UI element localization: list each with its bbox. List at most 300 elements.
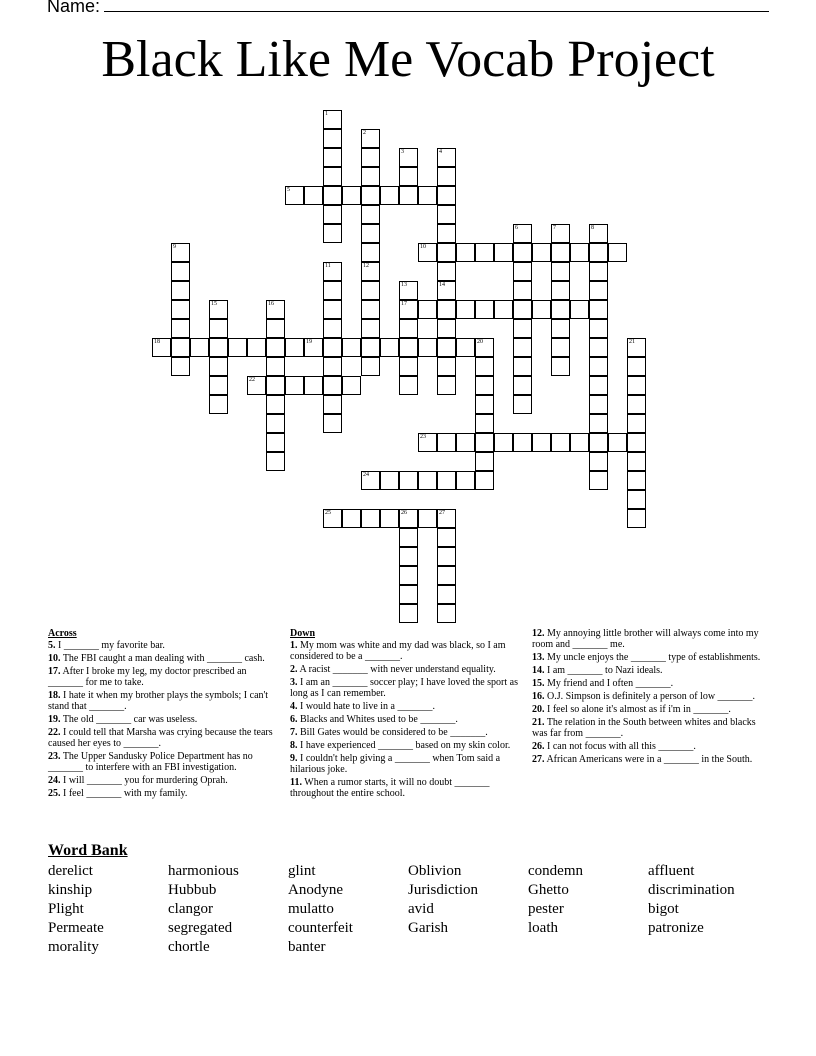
crossword-cell[interactable] xyxy=(304,186,323,205)
crossword-cell[interactable] xyxy=(627,433,646,452)
clue-text: I couldn't help giving a _______ when Tom said a hilarious joke. xyxy=(290,753,501,775)
crossword-cell[interactable] xyxy=(551,433,570,452)
clue-text: I could tell that Marsha was crying because the tears caused her eyes to _______. xyxy=(48,727,273,749)
clue xyxy=(290,753,522,775)
crossword-cell[interactable] xyxy=(475,395,494,414)
crossword-cell[interactable] xyxy=(361,509,380,528)
crossword-cell[interactable] xyxy=(551,281,570,300)
clue xyxy=(48,690,280,712)
crossword-cell[interactable] xyxy=(475,338,494,357)
word-bank-column xyxy=(408,862,526,938)
crossword-cell[interactable] xyxy=(437,186,456,205)
crossword-cell[interactable] xyxy=(266,338,285,357)
crossword-cell[interactable] xyxy=(209,376,228,395)
word-bank-heading: Word Bank xyxy=(48,842,128,859)
crossword-cell[interactable] xyxy=(361,471,380,490)
crossword-cell[interactable] xyxy=(627,452,646,471)
crossword-cell[interactable] xyxy=(589,300,608,319)
crossword-cell[interactable] xyxy=(361,243,380,262)
clue-number: 12. xyxy=(532,628,545,639)
crossword-cell[interactable] xyxy=(475,300,494,319)
crossword-cell[interactable] xyxy=(323,338,342,357)
crossword-cell[interactable] xyxy=(399,300,418,319)
crossword-cell[interactable] xyxy=(266,357,285,376)
crossword-cell[interactable] xyxy=(589,338,608,357)
crossword-cell[interactable] xyxy=(266,319,285,338)
crossword-cell[interactable] xyxy=(323,281,342,300)
crossword-cell[interactable] xyxy=(513,338,532,357)
crossword-cell[interactable] xyxy=(323,300,342,319)
clue-text: The relation in the South between whites and blacks was far from _______. xyxy=(532,717,756,739)
crossword-cell[interactable] xyxy=(532,243,551,262)
across-clues xyxy=(48,628,280,801)
clue-number: 27 xyxy=(439,510,445,516)
clue-number: 24. xyxy=(48,775,61,786)
clue-text: The old _______ car was useless. xyxy=(60,714,198,725)
crossword-cell[interactable] xyxy=(399,148,418,167)
crossword-cell[interactable] xyxy=(399,357,418,376)
crossword-cell[interactable] xyxy=(475,452,494,471)
word-bank-word: banter xyxy=(288,939,326,955)
crossword-cell[interactable] xyxy=(418,186,437,205)
crossword-cell[interactable] xyxy=(399,604,418,623)
crossword-cell[interactable] xyxy=(437,281,456,300)
crossword-cell[interactable] xyxy=(285,376,304,395)
crossword-cell[interactable] xyxy=(589,376,608,395)
clue-number: 6. xyxy=(290,714,298,725)
crossword-cell[interactable] xyxy=(627,414,646,433)
crossword-cell[interactable] xyxy=(304,376,323,395)
clue-number: 2. xyxy=(290,664,298,675)
crossword-cell[interactable] xyxy=(437,547,456,566)
crossword-cell[interactable] xyxy=(494,300,513,319)
crossword-cell[interactable] xyxy=(513,319,532,338)
clue-text: I am _______ to Nazi ideals. xyxy=(544,665,663,676)
crossword-cell[interactable] xyxy=(304,338,323,357)
crossword-cell[interactable] xyxy=(171,338,190,357)
word-bank-word: Ghetto xyxy=(528,882,569,898)
crossword-cell[interactable] xyxy=(589,262,608,281)
crossword-cell[interactable] xyxy=(627,490,646,509)
word-bank-word: avid xyxy=(408,901,434,917)
crossword-cell[interactable] xyxy=(418,509,437,528)
crossword-cell[interactable] xyxy=(342,509,361,528)
crossword-cell[interactable] xyxy=(627,395,646,414)
crossword-cell[interactable] xyxy=(399,186,418,205)
crossword-cell[interactable] xyxy=(437,300,456,319)
crossword-cell[interactable] xyxy=(152,338,171,357)
crossword-cell[interactable] xyxy=(532,300,551,319)
word-bank-word: mulatto xyxy=(288,901,334,917)
word-bank-word: glint xyxy=(288,863,316,879)
crossword-cell[interactable] xyxy=(361,167,380,186)
crossword-cell[interactable] xyxy=(513,376,532,395)
crossword-cell[interactable] xyxy=(437,205,456,224)
clue-number: 6 xyxy=(515,225,518,231)
crossword-cell[interactable] xyxy=(437,585,456,604)
clue-number: 16. xyxy=(532,691,545,702)
crossword-cell[interactable] xyxy=(399,547,418,566)
crossword-cell[interactable] xyxy=(475,471,494,490)
clue-text: African Americans were in a _______ in the South. xyxy=(544,754,753,765)
crossword-cell[interactable] xyxy=(380,471,399,490)
crossword-cell[interactable] xyxy=(171,243,190,262)
crossword-cell[interactable] xyxy=(399,528,418,547)
clue xyxy=(48,653,280,664)
clue-number: 3. xyxy=(290,677,298,688)
word-bank-word: pester xyxy=(528,901,564,917)
clue-text: I have experienced _______ based on my skin color. xyxy=(297,740,511,751)
crossword-cell[interactable] xyxy=(361,205,380,224)
crossword-cell[interactable] xyxy=(589,319,608,338)
clue xyxy=(532,741,764,752)
crossword-cell[interactable] xyxy=(437,357,456,376)
clue-text: When a rumor starts, it will no doubt _______ throughout the entire school. xyxy=(290,777,490,799)
crossword-cell[interactable] xyxy=(247,376,266,395)
crossword-cell[interactable] xyxy=(323,224,342,243)
clue-text: I am an _______ soccer play; I have loved the sport as long as I can remember. xyxy=(290,677,518,699)
clue xyxy=(290,664,522,675)
clue xyxy=(48,666,280,688)
crossword-cell[interactable] xyxy=(513,433,532,452)
clue-number: 3 xyxy=(401,149,404,155)
crossword-cell[interactable] xyxy=(323,262,342,281)
clue-text: I hate it when my brother plays the symbols; I can't stand that _______. xyxy=(48,690,269,712)
crossword-cell[interactable] xyxy=(361,357,380,376)
crossword-cell[interactable] xyxy=(437,224,456,243)
crossword-cell[interactable] xyxy=(589,452,608,471)
crossword-cell[interactable] xyxy=(323,129,342,148)
crossword-cell[interactable] xyxy=(494,243,513,262)
word-bank-word: Hubbub xyxy=(168,882,217,898)
clue xyxy=(532,691,764,702)
crossword-cell[interactable] xyxy=(209,319,228,338)
crossword-cell[interactable] xyxy=(551,319,570,338)
crossword-cell[interactable] xyxy=(171,357,190,376)
crossword-cell[interactable] xyxy=(532,433,551,452)
crossword-cell[interactable] xyxy=(437,528,456,547)
clue-number: 10 xyxy=(420,244,426,250)
crossword-cell[interactable] xyxy=(361,148,380,167)
crossword-cell[interactable] xyxy=(323,110,342,129)
crossword-cell[interactable] xyxy=(589,395,608,414)
clue-text: I can not focus with all this _______. xyxy=(544,741,696,752)
crossword-cell[interactable] xyxy=(437,566,456,585)
crossword-cell[interactable] xyxy=(209,357,228,376)
clue-number: 1. xyxy=(290,640,298,651)
word-bank-column xyxy=(168,862,286,957)
crossword-cell[interactable] xyxy=(171,300,190,319)
clue-text: I feel _______ with my family. xyxy=(60,788,188,799)
crossword-cell[interactable] xyxy=(456,300,475,319)
crossword-cell[interactable] xyxy=(323,319,342,338)
crossword-cell[interactable] xyxy=(418,471,437,490)
clue-number: 17. xyxy=(48,666,61,677)
clue-number: 13. xyxy=(532,652,545,663)
crossword-cell[interactable] xyxy=(361,338,380,357)
crossword-cell[interactable] xyxy=(266,414,285,433)
clue-number: 25 xyxy=(325,510,331,516)
crossword-cell[interactable] xyxy=(209,300,228,319)
crossword-cell[interactable] xyxy=(399,376,418,395)
crossword-cell[interactable] xyxy=(380,509,399,528)
crossword-cell[interactable] xyxy=(513,262,532,281)
crossword-cell[interactable] xyxy=(418,433,437,452)
crossword-cell[interactable] xyxy=(513,281,532,300)
down-heading: Down xyxy=(290,628,316,639)
crossword-cell[interactable] xyxy=(209,395,228,414)
crossword-cell[interactable] xyxy=(513,357,532,376)
crossword-cell[interactable] xyxy=(380,186,399,205)
crossword-cell[interactable] xyxy=(589,433,608,452)
crossword-cell[interactable] xyxy=(323,376,342,395)
clue-text: After I broke my leg, my doctor prescribed an _______ for me to take. xyxy=(48,666,247,688)
clue xyxy=(532,665,764,676)
clue-number: 23. xyxy=(48,751,61,762)
clue xyxy=(48,751,280,773)
crossword-cell[interactable] xyxy=(190,338,209,357)
clue-number: 17 xyxy=(401,301,407,307)
clue-text: My mom was white and my dad was black, so I am considered to be a _______. xyxy=(290,640,506,662)
crossword-cell[interactable] xyxy=(418,338,437,357)
crossword-cell[interactable] xyxy=(380,338,399,357)
crossword-cell[interactable] xyxy=(437,604,456,623)
crossword-cell[interactable] xyxy=(361,129,380,148)
clue xyxy=(532,754,764,765)
crossword-cell[interactable] xyxy=(437,319,456,338)
crossword-cell[interactable] xyxy=(513,300,532,319)
crossword-cell[interactable] xyxy=(608,243,627,262)
clue-number: 21 xyxy=(629,339,635,345)
clue-text: Bill Gates would be considered to be _______. xyxy=(297,727,488,738)
clue xyxy=(532,717,764,739)
clue xyxy=(48,775,280,786)
crossword-cell[interactable] xyxy=(361,281,380,300)
clue-number: 22. xyxy=(48,727,61,738)
crossword-cell[interactable] xyxy=(399,319,418,338)
clue-number: 20. xyxy=(532,704,545,715)
crossword-cell[interactable] xyxy=(285,186,304,205)
clue-number: 26 xyxy=(401,510,407,516)
word-bank-word: bigot xyxy=(648,901,679,917)
crossword-cell[interactable] xyxy=(399,471,418,490)
crossword-cell[interactable] xyxy=(627,509,646,528)
clue-number: 5. xyxy=(48,640,56,651)
clue-number: 4. xyxy=(290,701,298,712)
crossword-cell[interactable] xyxy=(342,376,361,395)
crossword-cell[interactable] xyxy=(323,186,342,205)
word-bank-word: clangor xyxy=(168,901,213,917)
crossword-cell[interactable] xyxy=(437,338,456,357)
crossword-cell[interactable] xyxy=(437,433,456,452)
crossword-cell[interactable] xyxy=(456,433,475,452)
crossword-cell[interactable] xyxy=(361,262,380,281)
clue-number: 5 xyxy=(287,187,290,193)
crossword-cell[interactable] xyxy=(418,243,437,262)
crossword-cell[interactable] xyxy=(323,395,342,414)
crossword-cell[interactable] xyxy=(475,243,494,262)
crossword-cell[interactable] xyxy=(589,471,608,490)
clue-number: 24 xyxy=(363,472,369,478)
crossword-cell[interactable] xyxy=(171,262,190,281)
crossword-cell[interactable] xyxy=(228,338,247,357)
word-bank-word: patronize xyxy=(648,920,704,936)
crossword-cell[interactable] xyxy=(437,471,456,490)
clue-number: 15. xyxy=(532,678,545,689)
crossword-cell[interactable] xyxy=(323,167,342,186)
crossword-cell[interactable] xyxy=(589,224,608,243)
crossword-cell[interactable] xyxy=(342,186,361,205)
crossword-cell[interactable] xyxy=(266,376,285,395)
crossword-cell[interactable] xyxy=(418,300,437,319)
crossword-cell[interactable] xyxy=(513,243,532,262)
clue-number: 9 xyxy=(173,244,176,250)
crossword-cell[interactable] xyxy=(266,395,285,414)
clue-text: I feel so alone it's almost as if i'm in _______. xyxy=(544,704,731,715)
clue-number: 26. xyxy=(532,741,545,752)
clue xyxy=(290,740,522,751)
crossword-cell[interactable] xyxy=(399,585,418,604)
crossword-cell[interactable] xyxy=(399,281,418,300)
crossword-cell[interactable] xyxy=(266,433,285,452)
clue-number: 9. xyxy=(290,753,298,764)
word-bank-word: loath xyxy=(528,920,558,936)
down-clue-list xyxy=(290,640,522,799)
crossword-cell[interactable] xyxy=(285,338,304,357)
crossword-cell[interactable] xyxy=(361,319,380,338)
crossword-cell[interactable] xyxy=(323,509,342,528)
clue-text: My uncle enjoys the _______ type of establishments. xyxy=(544,652,761,663)
crossword-cell[interactable] xyxy=(171,281,190,300)
word-bank-column xyxy=(648,862,766,938)
clue xyxy=(48,640,280,651)
word-bank-word: Jurisdiction xyxy=(408,882,478,898)
clue xyxy=(290,714,522,725)
clue xyxy=(48,727,280,749)
crossword-cell[interactable] xyxy=(627,338,646,357)
crossword-cell[interactable] xyxy=(399,338,418,357)
word-bank-word: Oblivion xyxy=(408,863,462,879)
crossword-cell[interactable] xyxy=(456,471,475,490)
down-clues xyxy=(290,628,522,801)
crossword-cell[interactable] xyxy=(513,224,532,243)
page-title: Black Like Me Vocab Project xyxy=(101,31,715,88)
clue-text: The FBI caught a man dealing with _______ cash. xyxy=(60,653,265,664)
crossword-cell[interactable] xyxy=(475,376,494,395)
clue-number: 19 xyxy=(306,339,312,345)
crossword-cell[interactable] xyxy=(323,357,342,376)
crossword-cell[interactable] xyxy=(551,300,570,319)
crossword-cell[interactable] xyxy=(266,300,285,319)
crossword-cell[interactable] xyxy=(570,433,589,452)
crossword-cell[interactable] xyxy=(323,148,342,167)
crossword-cell[interactable] xyxy=(627,357,646,376)
crossword-cell[interactable] xyxy=(475,357,494,376)
crossword-cell[interactable] xyxy=(399,167,418,186)
clue-number: 7. xyxy=(290,727,298,738)
crossword-cell[interactable] xyxy=(361,224,380,243)
crossword-cell[interactable] xyxy=(551,338,570,357)
word-bank-word: harmonious xyxy=(168,863,239,879)
crossword-cell[interactable] xyxy=(323,414,342,433)
word-bank-word: Plight xyxy=(48,901,84,917)
word-bank-column xyxy=(48,862,166,957)
crossword-cell[interactable] xyxy=(342,338,361,357)
word-bank-word: morality xyxy=(48,939,99,955)
crossword-cell[interactable] xyxy=(266,452,285,471)
crossword-cell[interactable] xyxy=(551,262,570,281)
clue-number: 25. xyxy=(48,788,61,799)
clue-number: 15 xyxy=(211,301,217,307)
crossword-cell[interactable] xyxy=(551,243,570,262)
down-clues-continued xyxy=(532,628,764,767)
crossword-cell[interactable] xyxy=(456,338,475,357)
word-bank-word: Permeate xyxy=(48,920,104,936)
clue xyxy=(532,652,764,663)
clue-text: Blacks and Whites used to be _______. xyxy=(297,714,458,725)
crossword-cell[interactable] xyxy=(570,300,589,319)
crossword-cell[interactable] xyxy=(171,319,190,338)
word-bank-word: chortle xyxy=(168,939,210,955)
crossword-cell[interactable] xyxy=(247,338,266,357)
crossword-cell[interactable] xyxy=(627,471,646,490)
crossword-cell[interactable] xyxy=(589,357,608,376)
clue-number: 18. xyxy=(48,690,61,701)
crossword-cell[interactable] xyxy=(437,376,456,395)
crossword-cell[interactable] xyxy=(475,433,494,452)
crossword-cell[interactable] xyxy=(361,186,380,205)
clue-number: 8 xyxy=(591,225,594,231)
crossword-cell[interactable] xyxy=(551,357,570,376)
word-bank-word: counterfeit xyxy=(288,920,353,936)
crossword-cell[interactable] xyxy=(437,509,456,528)
clue-number: 27. xyxy=(532,754,545,765)
clue xyxy=(290,727,522,738)
word-bank-word: Anodyne xyxy=(288,882,343,898)
crossword-cell[interactable] xyxy=(589,281,608,300)
crossword-cell[interactable] xyxy=(399,566,418,585)
crossword-cell[interactable] xyxy=(513,395,532,414)
crossword-cell[interactable] xyxy=(570,243,589,262)
clue-number: 11. xyxy=(290,777,302,788)
crossword-cell[interactable] xyxy=(551,224,570,243)
crossword-cell[interactable] xyxy=(437,243,456,262)
crossword-cell[interactable] xyxy=(608,433,627,452)
crossword-cell[interactable] xyxy=(399,509,418,528)
crossword-cell[interactable] xyxy=(456,243,475,262)
clue-number: 2 xyxy=(363,130,366,136)
crossword-cell[interactable] xyxy=(475,414,494,433)
word-bank-word: condemn xyxy=(528,863,583,879)
clue-text: O.J. Simpson is definitely a person of low _______. xyxy=(544,691,756,702)
crossword-cell[interactable] xyxy=(361,300,380,319)
crossword-cell[interactable] xyxy=(437,148,456,167)
word-bank-word: kinship xyxy=(48,882,93,898)
crossword-cell[interactable] xyxy=(209,338,228,357)
clue-text: My annoying little brother will always come into my room and _______ me. xyxy=(532,628,759,650)
crossword-cell[interactable] xyxy=(437,262,456,281)
clue-number: 1 xyxy=(325,111,328,117)
clue xyxy=(290,677,522,699)
crossword-cell[interactable] xyxy=(437,167,456,186)
crossword-cell[interactable] xyxy=(589,414,608,433)
crossword-cell[interactable] xyxy=(323,205,342,224)
clue xyxy=(290,777,522,799)
word-bank-word: segregated xyxy=(168,920,233,936)
crossword-cell[interactable] xyxy=(589,243,608,262)
crossword-cell[interactable] xyxy=(627,376,646,395)
crossword-cell[interactable] xyxy=(494,433,513,452)
